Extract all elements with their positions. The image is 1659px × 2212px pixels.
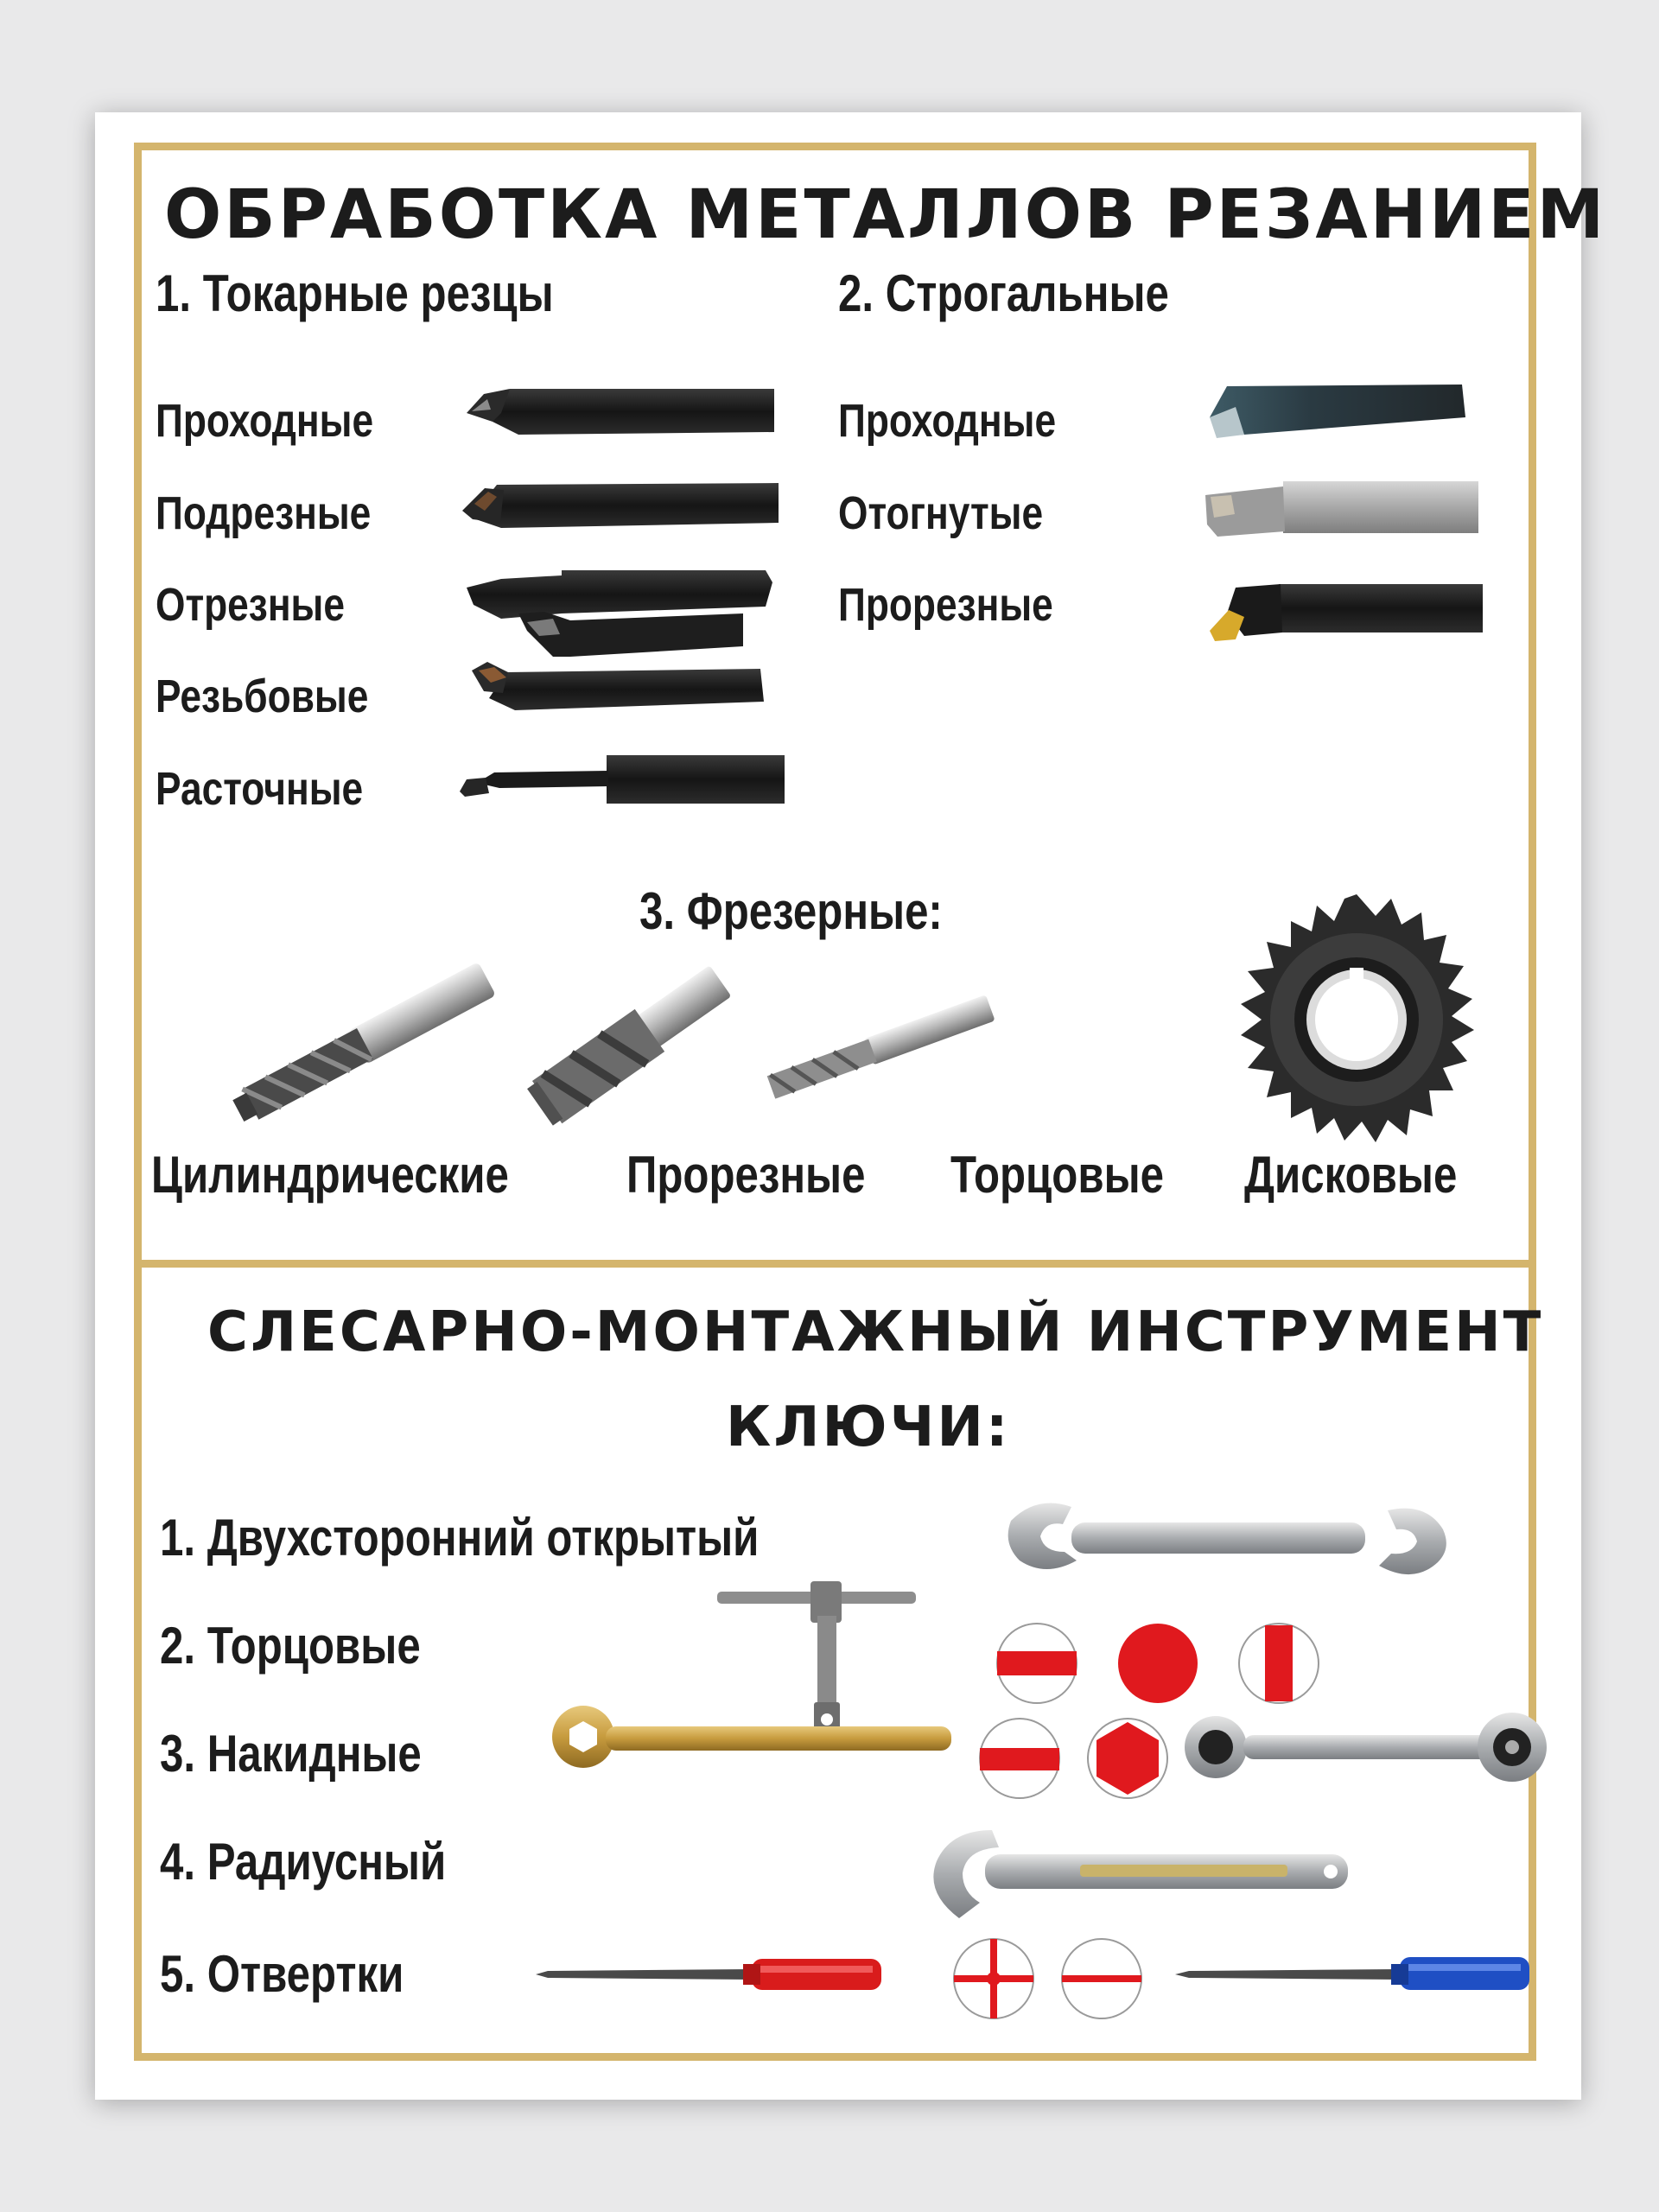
key-item-hook: 4. Радиусный [160, 1833, 447, 1891]
open-end-wrench-icon [1002, 1495, 1452, 1590]
box-profile-slot-icon [976, 1715, 1063, 1802]
key-item-open-end: 1. Двухсторонний открытый [160, 1509, 760, 1567]
planing-heading: 2. Строгальные [838, 264, 1169, 322]
turning-item-parting: Отрезные [156, 579, 346, 631]
turning-facing-cutter-icon [462, 480, 782, 531]
cylindrical-end-mill-icon [212, 968, 505, 1132]
poster [95, 112, 1607, 2100]
turning-pass-cutter-icon [467, 387, 778, 439]
box-wrench-bronze-icon [549, 1702, 955, 1771]
slot-mill-icon [497, 968, 756, 1132]
section2-subtitle: КЛЮЧИ: [726, 1395, 1011, 1459]
planing-bent-cutter-icon [1205, 480, 1482, 540]
turning-item-boring: Расточные [156, 763, 364, 815]
planing-item-bent: Отогнутые [838, 487, 1044, 539]
planing-pass-cutter-icon [1210, 385, 1469, 441]
turning-item-pass: Проходные [156, 395, 374, 447]
box-profile-hex-icon [1084, 1715, 1171, 1802]
planing-item-pass: Проходные [838, 395, 1057, 447]
turning-item-thread: Резьбовые [156, 671, 369, 722]
phillips-screwdriver-icon [536, 1948, 899, 2000]
key-item-screwdrivers: 5. Отвертки [160, 1945, 404, 2003]
turning-item-facing: Подрезные [156, 487, 372, 539]
section-divider [134, 1260, 1536, 1268]
ratchet-box-wrench-icon [1179, 1711, 1551, 1784]
planing-slot-cutter-icon [1210, 579, 1486, 644]
hook-spanner-icon [925, 1823, 1357, 1927]
section2-title: СЛЕСАРНО-МОНТАЖНЫЙ ИНСТРУМЕНТ [207, 1300, 1544, 1364]
socket-profile-slot-icon [994, 1620, 1080, 1707]
disc-mill-icon [1227, 890, 1486, 1149]
slotted-screwdriver-icon [1175, 1948, 1538, 2000]
key-item-socket: 2. Торцовые [160, 1617, 421, 1675]
turning-heading: 1. Токарные резцы [156, 264, 554, 322]
page-title: ОБРАБОТКА МЕТАЛЛОВ РЕЗАНИЕМ [164, 176, 1607, 254]
milling-item-cylindrical: Цилиндрические [151, 1146, 509, 1204]
turning-thread-cutter-icon [472, 662, 766, 714]
socket-profile-square-icon [1236, 1620, 1322, 1707]
socket-profile-round-icon [1115, 1620, 1201, 1707]
milling-item-disc: Дисковые [1244, 1146, 1458, 1204]
milling-item-slot: Прорезные [626, 1146, 866, 1204]
milling-item-face: Торцовые [950, 1146, 1164, 1204]
face-mill-icon [756, 985, 998, 1115]
turning-boring-cutter-icon [460, 753, 788, 807]
milling-heading: 3. Фрезерные: [639, 882, 943, 940]
phillips-profile-icon [950, 1936, 1037, 2022]
slotted-profile-icon [1058, 1936, 1145, 2022]
key-item-box: 3. Накидные [160, 1725, 422, 1783]
turning-parting-cutter-icon [467, 570, 778, 665]
planing-item-slot: Прорезные [838, 579, 1053, 631]
